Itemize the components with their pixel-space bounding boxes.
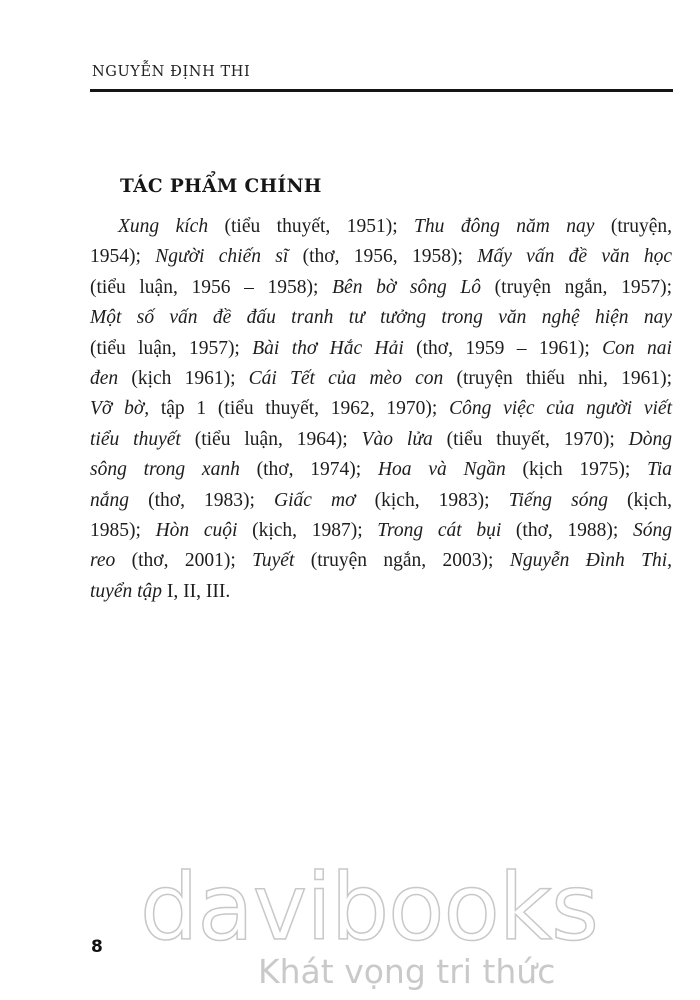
- work-title: Xung kích: [118, 216, 209, 237]
- work-title: Nguyễn Đình Thi,: [509, 550, 672, 572]
- page-number: 8: [91, 937, 103, 957]
- watermark-logo: davibooks: [140, 854, 598, 961]
- work-details: tập 1 (tiểu thuyết, 1962, 1970);: [149, 398, 450, 420]
- works-line: [90, 364, 672, 394]
- work-details: (thơ, 1988);: [501, 520, 634, 542]
- section-title: TÁC PHẨM CHÍNH: [120, 176, 322, 197]
- work-title: Giấc mơ: [274, 489, 356, 511]
- running-header: NGUYỄN ĐỊNH THI: [92, 64, 251, 80]
- work-title: Một số vấn đề đấu tranh tư tưởng trong văn nghệ hiện nay: [90, 307, 672, 329]
- work-title: tuyển tập: [90, 580, 163, 602]
- work-title: sông trong xanh: [90, 459, 240, 481]
- work-details: (tiểu thuyết, 1951);: [208, 216, 415, 237]
- work-details: (tiểu thuyết, 1970);: [432, 428, 629, 450]
- work-details: (kịch, 1987);: [237, 520, 378, 542]
- works-line: [90, 212, 672, 242]
- work-title: Tiếng sóng: [508, 489, 608, 511]
- watermark-tagline: Khát vọng tri thức: [258, 952, 556, 991]
- work-details: (kịch 1961);: [118, 368, 249, 390]
- work-title: Dòng: [628, 428, 673, 450]
- works-line: [90, 334, 672, 364]
- work-title: Vỡ bờ,: [90, 398, 150, 420]
- works-line: [90, 455, 672, 485]
- work-title: Cái Tết của mèo con: [248, 368, 444, 390]
- works-paragraph: [90, 212, 672, 607]
- works-line: [90, 394, 672, 424]
- work-title: tiểu thuyết: [90, 428, 181, 450]
- work-title: Hoa và Ngần: [377, 459, 506, 481]
- work-title: Trong cát bụi: [377, 520, 502, 542]
- works-line: [90, 273, 672, 303]
- works-line: [90, 303, 672, 333]
- work-title: Bài thơ Hắc Hải: [252, 337, 404, 359]
- work-title: Hòn cuội: [155, 520, 238, 542]
- work-details: (thơ, 1974);: [239, 459, 378, 481]
- work-details: 1954);: [90, 246, 156, 268]
- work-details: (thơ, 1959 – 1961);: [403, 337, 603, 359]
- work-title: reo: [90, 550, 116, 572]
- works-line: [90, 516, 672, 546]
- work-title: Bên bờ sông Lô: [332, 276, 482, 298]
- work-details: (tiểu luận, 1956 – 1958);: [90, 276, 333, 298]
- work-title: Người chiến sĩ: [155, 246, 289, 268]
- work-details: (thơ, 2001);: [115, 550, 253, 572]
- works-line: [90, 546, 672, 576]
- work-title: Công việc của người viết: [449, 398, 672, 420]
- work-details: (kịch, 1983);: [355, 489, 509, 511]
- work-title: Thu đông năm nay: [414, 216, 595, 237]
- work-details: (truyện thiếu nhi, 1961);: [443, 368, 672, 390]
- work-details: (kịch,: [607, 489, 673, 511]
- work-details: (truyện,: [594, 216, 673, 237]
- work-details: (tiểu luận, 1964);: [180, 428, 362, 450]
- work-details: (truyện ngắn, 1957);: [481, 276, 672, 298]
- work-title: đen: [90, 368, 119, 390]
- work-details: (thơ, 1956, 1958);: [288, 246, 478, 268]
- work-details: (truyện ngắn, 2003);: [294, 550, 510, 572]
- work-title: Vào lửa: [361, 428, 433, 450]
- works-line: [90, 425, 672, 455]
- work-title: Sóng: [633, 520, 673, 542]
- work-title: Mấy vấn đề văn học: [477, 246, 672, 268]
- works-line: [90, 486, 672, 516]
- work-details: (tiểu luận, 1957);: [90, 337, 253, 359]
- header-rule: [90, 89, 673, 92]
- work-title: Con nai: [602, 337, 672, 359]
- work-details: I, II, III.: [162, 580, 231, 602]
- works-line: [90, 242, 672, 272]
- work-details: (thơ, 1983);: [129, 489, 275, 511]
- works-line: [90, 577, 672, 607]
- work-title: Tuyết: [252, 550, 295, 572]
- work-title: nắng: [90, 489, 129, 511]
- work-details: 1985);: [90, 520, 156, 542]
- work-title: Tia: [647, 459, 673, 481]
- work-details: (kịch 1975);: [505, 459, 648, 481]
